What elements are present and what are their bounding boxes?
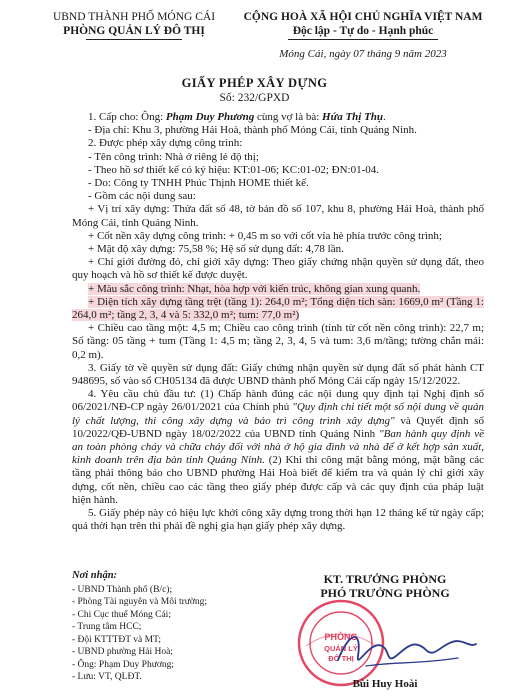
document-title: GIẤY PHÉP XÂY DỰNG (181, 76, 328, 90)
grantee-line (72, 111, 484, 124)
signer-title: PHÓ TRƯỞNG PHÒNG (320, 586, 450, 600)
grantee-name-husband: Phạm Duy Phương (165, 111, 255, 123)
agency-underline (86, 39, 182, 40)
owner-requirements (72, 388, 484, 507)
recipient-item: - UBND phường Hải Hoà; (72, 647, 173, 657)
recipient-item: - Trung tâm HCC; (72, 622, 142, 632)
svg-text:QUẢN LÝ: QUẢN LÝ (324, 644, 358, 653)
signature-block (280, 572, 490, 600)
building-height: + Chiều cao tầng một: 4,5 m; Chiều cao công trình (tính từ cốt nền công trình): 22,7 m; Số tầng: 05 tầng + tum (Tầng 1: 4,5 m; tầng 2, 3, 4, 5 và tum: 3,6 m/tầng; tường chắn mái: 0,2 m). (72, 322, 484, 361)
foundation-level: + Cốt nền xây dựng công trình: + 0,45 m so với cốt vỉa hè phía trước công trình; (88, 229, 442, 242)
svg-text:PHÒNG: PHÒNG (324, 632, 358, 642)
recipient-item: - Đội KTTTĐT và MT; (72, 634, 162, 645)
project-name: - Tên công trình: Nhà ở riêng lẻ độ thị; (88, 150, 259, 163)
handwritten-signature-icon (330, 620, 480, 680)
recipients-title: Nơi nhận: (72, 570, 118, 581)
land-use-certificate: 3. Giấy tờ về quyền sử dụng đất: Giấy chứng nhận quyền sử dụng đất số phát hành CT 948695, số vào sổ CH05134 đã được UBND thành phố Móng Cái cấp ngày 15/12/2022. (72, 361, 484, 388)
decree-title: "Quy định chi tiết một số nội dung về quản lý chất lượng, thi công xây dựng và bảo trì công trình xây dựng" (72, 401, 484, 427)
motto-underline (288, 39, 438, 40)
validity-clause: 5. Giấy phép này có hiệu lực khởi công xây dựng trong thời hạn 12 tháng kể từ ngày cấp; quá thời hạn trên thì phải đề nghị gia hạn giấy phép xây dựng. (72, 507, 484, 533)
recipient-item: - Phòng Tài nguyên và Môi trường; (72, 597, 208, 607)
agency-parent: UBND THÀNH PHỐ MÓNG CÁI (52, 11, 216, 23)
agency-name: PHÒNG QUẢN LÝ ĐÔ THỊ (63, 25, 205, 37)
req-part-c: (2) Khi thi công mặt bằng móng, mặt bằng các tầng phải thông báo cho UBND phường Hải Hoà biết để kiểm tra và quản lý chỉ giới xây dựng, cốt nền, chiều cao các tầng theo giấy phép được cấp và các quy định của pháp luật hiện hành. (72, 454, 484, 506)
grantee-end: . (383, 111, 386, 123)
permission-heading: 2. Được phép xây dựng công trình: (88, 137, 243, 150)
grantee-mid: cùng vợ là bà: (254, 111, 323, 123)
boundary-lines: + Chỉ giới đường đỏ, chỉ giới xây dựng: Theo giấy chứng nhận quyền sử dụng đất, theo quy hoạch và hồ sơ thiết kế được duyệt. (72, 256, 484, 282)
design-code: - Theo hồ sơ thiết kế có ký hiệu: KT:01-06; KC:01-02; ĐN:01-04. (88, 163, 380, 176)
recipient-item: - Chi Cục thuế Móng Cái; (72, 609, 171, 620)
recipient-item: - Lưu: VT, QLĐT. (72, 672, 142, 682)
grantee-address: - Địa chỉ: Khu 3, phường Hải Hoà, thành phố Móng Cái, tỉnh Quảng Ninh. (88, 124, 417, 137)
grantee-prefix: 1. Cấp cho: Ông: (88, 111, 166, 123)
document-number: Số: 232/GPXD (219, 92, 290, 104)
building-density: + Mật độ xây dựng: 75,58 %; Hệ số sử dụng đất: 4,78 lần. (88, 243, 344, 256)
signer-authority: KT. TRƯỞNG PHÒNG (323, 572, 447, 586)
document-body (72, 111, 484, 534)
grantee-name-wife: Hứa Thị Thụ (322, 111, 384, 123)
national-motto: Độc lập - Tự do - Hạnh phúc (292, 25, 434, 37)
floor-area: + Diện tích xây dựng tầng trệt (tầng 1): 264,0 m²; Tổng diện tích sàn: 1669,0 m² (Tầng 1: 264,0 m²; tầng 2, 3, 4 và 5: 332,0 m²; tum: 77,0 m²) (72, 295, 484, 322)
signer-name: Bùi Huy Hoài (352, 678, 418, 690)
recipient-item: - Ông: Phạm Duy Phương; (72, 659, 175, 670)
recipients-list (72, 570, 272, 684)
designer: - Do: Công ty TNHH Phúc Thịnh HOME thiết kế. (88, 177, 309, 190)
req-part-a: 4. Yêu cầu chủ đầu tư: (1) Chấp hành đúng các nội dung quy định tại Nghị định số 06/2021/NĐ-CP ngày 26/01/2021 của Chính phủ (72, 388, 484, 414)
recipient-item: - UBND Thành phố (B/c); (72, 584, 173, 595)
svg-text:ĐÔ THỊ: ĐÔ THỊ (328, 654, 354, 663)
location: + Vị trí xây dựng: Thửa đất số 48, tờ bản đồ số 107, khu 8, phường Hải Hoà, thành phố Móng Cái, tỉnh Quảng Ninh. (72, 203, 484, 229)
req-part-b: và Quyết định số 10/2022/QĐ-UBND ngày 18/02/2022 của UBND tỉnh Quảng Ninh (72, 414, 484, 440)
nation-name: CỘNG HOÀ XÃ HỘI CHỦ NGHĨA VIỆT NAM (243, 11, 483, 23)
issue-date: Móng Cái, ngày 07 tháng 9 năm 2023 (279, 48, 447, 60)
national-header (232, 10, 494, 61)
decision-title: "Ban hành quy định về an toàn phòng cháy và chữa cháy đối với nhà ở hộ gia đình và nhà để ở kết hợp sản xuất, kinh doanh trên địa bàn tỉnh Quảng Ninh. (72, 427, 484, 467)
content-heading: - Gồm các nội dung sau: (88, 190, 196, 203)
building-color: + Màu sắc công trình: Nhạt, hòa hợp với kiến trúc, không gian xung quanh. (88, 282, 421, 295)
issuing-agency (44, 10, 224, 40)
